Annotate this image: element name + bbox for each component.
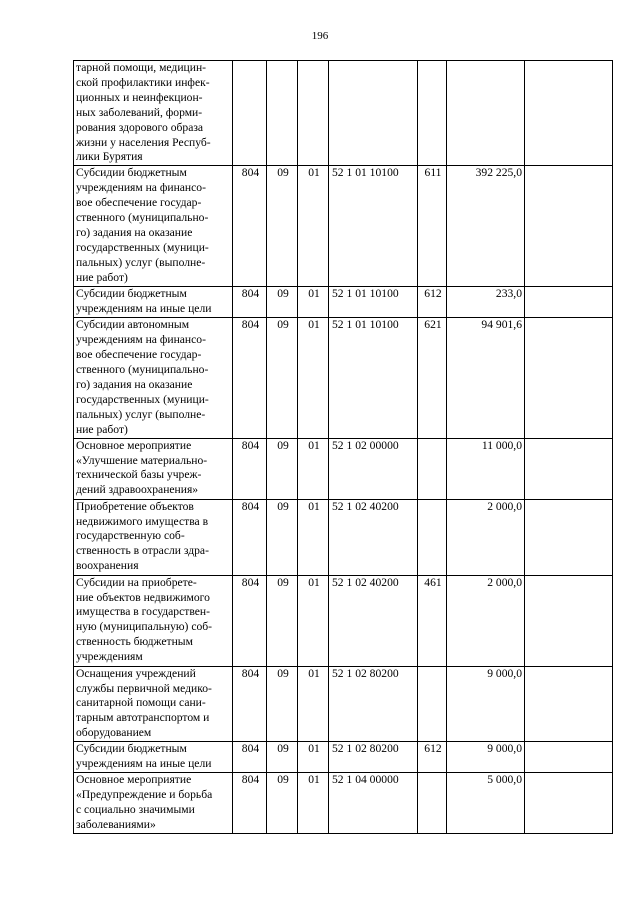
target-article-cell: 52 1 04 00000: [329, 773, 418, 834]
description-cell: [74, 773, 233, 834]
ministry-code-cell: 804: [233, 499, 267, 575]
section-code-cell: 09: [267, 318, 298, 438]
description-line: ную (муниципальную) соб-: [76, 620, 213, 634]
budget-table-body: [74, 61, 613, 834]
ministry-code-cell: 804: [233, 773, 267, 834]
expense-type-cell: 612: [418, 742, 447, 773]
empty-cell: [525, 499, 613, 575]
description-line: недвижимого имущества в: [76, 514, 209, 528]
empty-cell: [525, 742, 613, 773]
amount-cell: 2 000,0: [447, 499, 525, 575]
description-line: службы первичной медико-: [76, 681, 212, 695]
description-cell: [74, 742, 233, 773]
description-line: тарным автотранспортом и: [76, 711, 210, 725]
description-cell: [74, 575, 233, 666]
description-line: Основное мероприятие: [76, 438, 192, 452]
section-code-cell: 09: [267, 773, 298, 834]
amount-cell: 233,0: [447, 287, 525, 318]
budget-table: [73, 60, 613, 834]
description-line: Основное мероприятие: [76, 773, 192, 787]
ministry-code-cell: 804: [233, 318, 267, 438]
description-line: Субсидии на приобрете-: [76, 575, 197, 589]
description-line: го) задания на оказание: [76, 225, 193, 239]
description-line: пальных) услуг (выполне-: [76, 407, 206, 421]
section-code-cell: 09: [267, 438, 298, 499]
empty-cell: [525, 438, 613, 499]
table-row: [74, 61, 613, 166]
description-cell: [74, 438, 233, 499]
description-line: ных заболеваний, форми-: [76, 105, 203, 119]
description-line: учреждениям на финансо-: [76, 333, 206, 347]
table-row: [74, 773, 613, 834]
description-line: ственность в отрасли здра-: [76, 544, 209, 558]
description-line: вое обеспечение государ-: [76, 348, 202, 362]
description-line: жизни у населения Респуб-: [76, 135, 211, 149]
empty-cell: [525, 61, 613, 166]
description-line: Субсидии бюджетным: [76, 287, 187, 301]
description-line: ственного (муниципально-: [76, 211, 209, 225]
amount-cell: 11 000,0: [447, 438, 525, 499]
description-line: го) задания на оказание: [76, 377, 193, 391]
section-code-cell: 09: [267, 666, 298, 742]
description-line: пальных) услуг (выполне-: [76, 255, 206, 269]
description-line: ской профилактики инфек-: [76, 75, 210, 89]
description-line: «Улучшение материально-: [76, 453, 208, 467]
description-line: лики Бурятия: [76, 150, 143, 164]
subsection-code-cell: 01: [298, 499, 329, 575]
description-line: оборудованием: [76, 726, 152, 740]
description-cell: [74, 499, 233, 575]
expense-type-cell: [418, 499, 447, 575]
description-line: с социально значимыми: [76, 802, 195, 816]
description-line: учреждениям на иные цели: [76, 757, 212, 771]
amount-cell: 2 000,0: [447, 575, 525, 666]
description-line: ние работ): [76, 422, 128, 436]
target-article-cell: 52 1 01 10100: [329, 318, 418, 438]
table-row: [74, 438, 613, 499]
amount-cell: 9 000,0: [447, 742, 525, 773]
expense-type-cell: [418, 773, 447, 834]
description-line: учреждениям на финансо-: [76, 181, 206, 195]
ministry-code-cell: 804: [233, 166, 267, 287]
empty-cell: [525, 575, 613, 666]
subsection-code-cell: 01: [298, 575, 329, 666]
description-line: имущества в государствен-: [76, 605, 210, 619]
target-article-cell: 52 1 02 80200: [329, 666, 418, 742]
subsection-code-cell: 01: [298, 773, 329, 834]
section-code-cell: [267, 61, 298, 166]
empty-cell: [525, 666, 613, 742]
table-row: [74, 666, 613, 742]
expense-type-cell: 621: [418, 318, 447, 438]
description-line: ционных и неинфекцион-: [76, 90, 203, 104]
subsection-code-cell: [298, 61, 329, 166]
target-article-cell: [329, 61, 418, 166]
description-line: тарной помощи, медицин-: [76, 61, 207, 74]
target-article-cell: 52 1 02 40200: [329, 575, 418, 666]
description-line: Приобретение объектов: [76, 499, 194, 513]
description-cell: [74, 61, 233, 166]
expense-type-cell: 461: [418, 575, 447, 666]
ministry-code-cell: 804: [233, 575, 267, 666]
table-row: [74, 166, 613, 287]
description-line: вое обеспечение государ-: [76, 196, 202, 210]
target-article-cell: 52 1 01 10100: [329, 287, 418, 318]
amount-cell: 9 000,0: [447, 666, 525, 742]
description-line: «Предупреждение и борьба: [76, 788, 213, 802]
page-number: 196: [311, 30, 329, 42]
description-line: государственных (муници-: [76, 392, 209, 406]
amount-cell: 5 000,0: [447, 773, 525, 834]
subsection-code-cell: 01: [298, 287, 329, 318]
description-line: учреждениям: [76, 650, 143, 664]
table-row: [74, 575, 613, 666]
table-row: [74, 287, 613, 318]
section-code-cell: 09: [267, 287, 298, 318]
table-row: [74, 499, 613, 575]
target-article-cell: 52 1 02 80200: [329, 742, 418, 773]
target-article-cell: 52 1 02 40200: [329, 499, 418, 575]
subsection-code-cell: 01: [298, 318, 329, 438]
subsection-code-cell: 01: [298, 438, 329, 499]
description-cell: [74, 287, 233, 318]
subsection-code-cell: 01: [298, 666, 329, 742]
section-code-cell: 09: [267, 499, 298, 575]
description-line: технической базы учреж-: [76, 468, 202, 482]
amount-cell: 392 225,0: [447, 166, 525, 287]
empty-cell: [525, 318, 613, 438]
description-line: Оснащения учреждений: [76, 666, 196, 680]
expense-type-cell: 612: [418, 287, 447, 318]
description-cell: [74, 166, 233, 287]
description-line: ние объектов недвижимого: [76, 590, 210, 604]
empty-cell: [525, 166, 613, 287]
description-cell: [74, 318, 233, 438]
amount-cell: [447, 61, 525, 166]
expense-type-cell: [418, 666, 447, 742]
target-article-cell: 52 1 01 10100: [329, 166, 418, 287]
description-line: ственного (муниципально-: [76, 363, 209, 377]
description-line: Субсидии бюджетным: [76, 742, 187, 756]
expense-type-cell: 611: [418, 166, 447, 287]
section-code-cell: 09: [267, 742, 298, 773]
expense-type-cell: [418, 61, 447, 166]
description-line: Субсидии автономным: [76, 318, 190, 332]
ministry-code-cell: 804: [233, 742, 267, 773]
description-line: заболеваниями»: [76, 817, 156, 831]
subsection-code-cell: 01: [298, 166, 329, 287]
description-line: дений здравоохранения»: [76, 483, 199, 497]
ministry-code-cell: 804: [233, 666, 267, 742]
description-line: ние работ): [76, 270, 128, 284]
description-line: Субсидии бюджетным: [76, 166, 187, 180]
ministry-code-cell: 804: [233, 287, 267, 318]
description-line: государственных (муници-: [76, 240, 209, 254]
description-line: государственную соб-: [76, 529, 185, 543]
description-line: воохранения: [76, 559, 139, 573]
empty-cell: [525, 773, 613, 834]
expense-type-cell: [418, 438, 447, 499]
ministry-code-cell: [233, 61, 267, 166]
section-code-cell: 09: [267, 575, 298, 666]
amount-cell: 94 901,6: [447, 318, 525, 438]
description-line: учреждениям на иные цели: [76, 302, 212, 316]
subsection-code-cell: 01: [298, 742, 329, 773]
description-line: рования здорового образа: [76, 120, 204, 134]
description-line: санитарной помощи сани-: [76, 696, 206, 710]
table-row: [74, 318, 613, 438]
target-article-cell: 52 1 02 00000: [329, 438, 418, 499]
table-row: [74, 742, 613, 773]
description-cell: [74, 666, 233, 742]
description-line: ственность бюджетным: [76, 635, 193, 649]
empty-cell: [525, 287, 613, 318]
section-code-cell: 09: [267, 166, 298, 287]
ministry-code-cell: 804: [233, 438, 267, 499]
